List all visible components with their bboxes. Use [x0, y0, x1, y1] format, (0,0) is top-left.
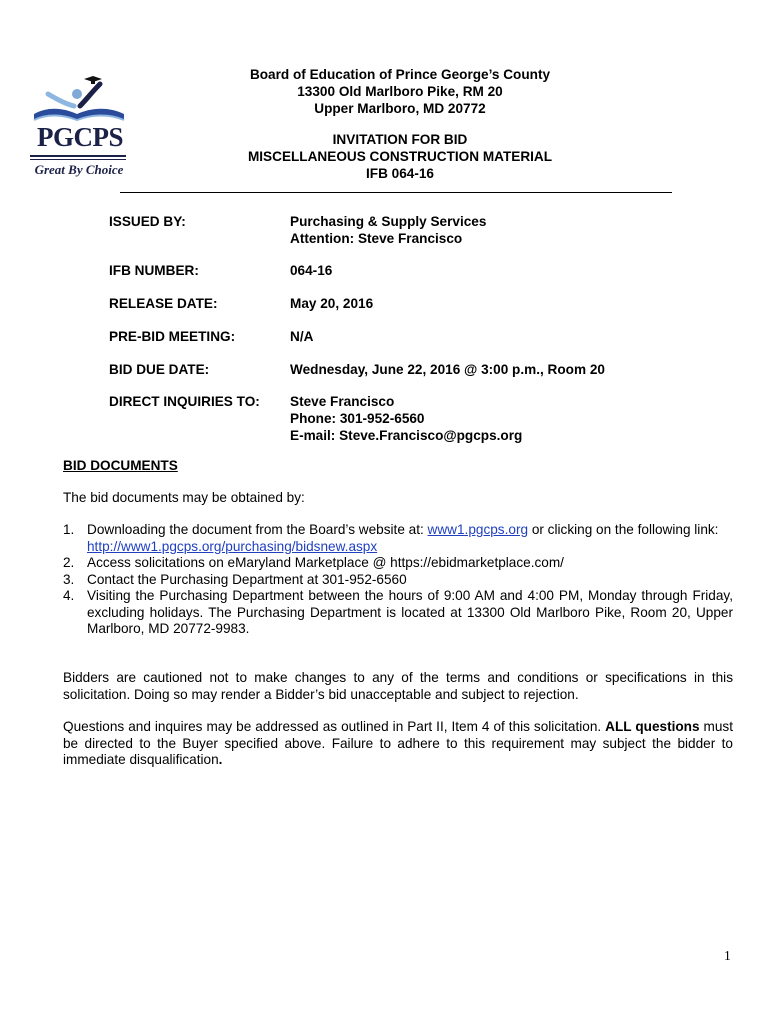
header-address2: Upper Marlboro, MD 20772 [314, 101, 486, 116]
header-org: Board of Education of Prince George’s County [249, 67, 551, 82]
questions-text: Questions and inquires may be addressed as outlined in Part II, Item 4 of this solicitation. [63, 719, 606, 734]
release-date-label: RELEASE DATE: [109, 296, 218, 311]
questions-paragraph [63, 719, 733, 769]
release-date-value: May 20, 2016 [290, 296, 374, 311]
pgcps-logo-open-book-person-icon [30, 76, 128, 124]
list-item-text: Visiting the Purchasing Department between the hours of 9:00 AM and 4:00 PM, Monday through Friday, excluding holidays. The Purchasing Department is located at 13300 Old Marlboro Pike, Room 20, Upper Marlboro, MD 20772-9983. [87, 588, 733, 636]
bidsnew-link[interactable]: http://www1.pgcps.org/purchasing/bidsnew.aspx [87, 538, 378, 554]
logo-divider [30, 155, 126, 157]
issued-by-value: Purchasing & Supply Services [290, 214, 487, 229]
questions-emphasis: ALL questions [605, 719, 700, 734]
bid-documents-list [63, 522, 733, 638]
direct-inquiries-label: DIRECT INQUIRIES TO: [109, 394, 260, 409]
prebid-meeting-value: N/A [290, 329, 314, 344]
list-item-number: 2. [63, 555, 75, 570]
inquiries-phone: Phone: 301-952-6560 [290, 411, 425, 426]
inquiries-email: E-mail: Steve.Francisco@pgcps.org [290, 428, 523, 443]
logo-tagline: Great By Choice [34, 162, 124, 177]
bid-documents-heading: BID DOCUMENTS [63, 458, 178, 473]
header-rule [120, 192, 672, 193]
caution-paragraph: Bidders are cautioned not to make changes to any of the terms and conditions or specifications in this solicitation. Doing so may render a Bidder’s bid unacceptable and subject to rejection. [63, 670, 733, 702]
pgcps-logo [24, 76, 134, 186]
header-doc-number: IFB 064-16 [365, 166, 434, 181]
list-item [63, 555, 733, 572]
list-item [63, 572, 733, 589]
list-item [63, 522, 733, 555]
list-item-number: 3. [63, 571, 75, 587]
questions-text-cont: must be directed to the Buyer specified above. Failure to adhere to this requirement may subject the bidder to immediate disqualification [63, 719, 733, 767]
bid-due-date-value: Wednesday, June 22, 2016 @ 3:00 p.m., Room 20 [290, 362, 605, 377]
list-item-text: Access solicitations on eMaryland Marketplace @ https://ebidmarketplace.com/ [87, 555, 564, 570]
issued-by-attention: Attention: Steve Francisco [290, 231, 463, 246]
page-number: 1 [724, 948, 731, 963]
ifb-number-value: 064-16 [290, 263, 333, 278]
logo-divider-thin [30, 159, 126, 160]
header-doc-type: INVITATION FOR BID [332, 132, 468, 147]
list-item-text-cont: or clicking on the following link: [528, 522, 719, 537]
list-item-number: 1. [63, 522, 75, 537]
bid-due-date-label: BID DUE DATE: [109, 362, 210, 377]
issued-by-label: ISSUED BY: [109, 214, 186, 229]
list-item-text: Downloading the document from the Board’s website at: [87, 522, 428, 537]
header-address1: 13300 Old Marlboro Pike, RM 20 [297, 84, 503, 99]
bid-documents-intro: The bid documents may be obtained by: [63, 490, 305, 505]
prebid-meeting-label: PRE-BID MEETING: [109, 329, 236, 344]
inquiries-name: Steve Francisco [290, 394, 395, 409]
ifb-number-label: IFB NUMBER: [109, 263, 199, 278]
header-doc-title: MISCELLANEOUS CONSTRUCTION MATERIAL [247, 149, 553, 164]
questions-period: . [218, 752, 223, 767]
list-item-number: 4. [63, 588, 75, 603]
list-item [63, 588, 733, 638]
list-item-text: Contact the Purchasing Department at 301-952-6560 [87, 571, 407, 587]
logo-name: PGCPS [36, 122, 123, 152]
pgcps-website-link[interactable]: www1.pgcps.org [427, 522, 529, 537]
